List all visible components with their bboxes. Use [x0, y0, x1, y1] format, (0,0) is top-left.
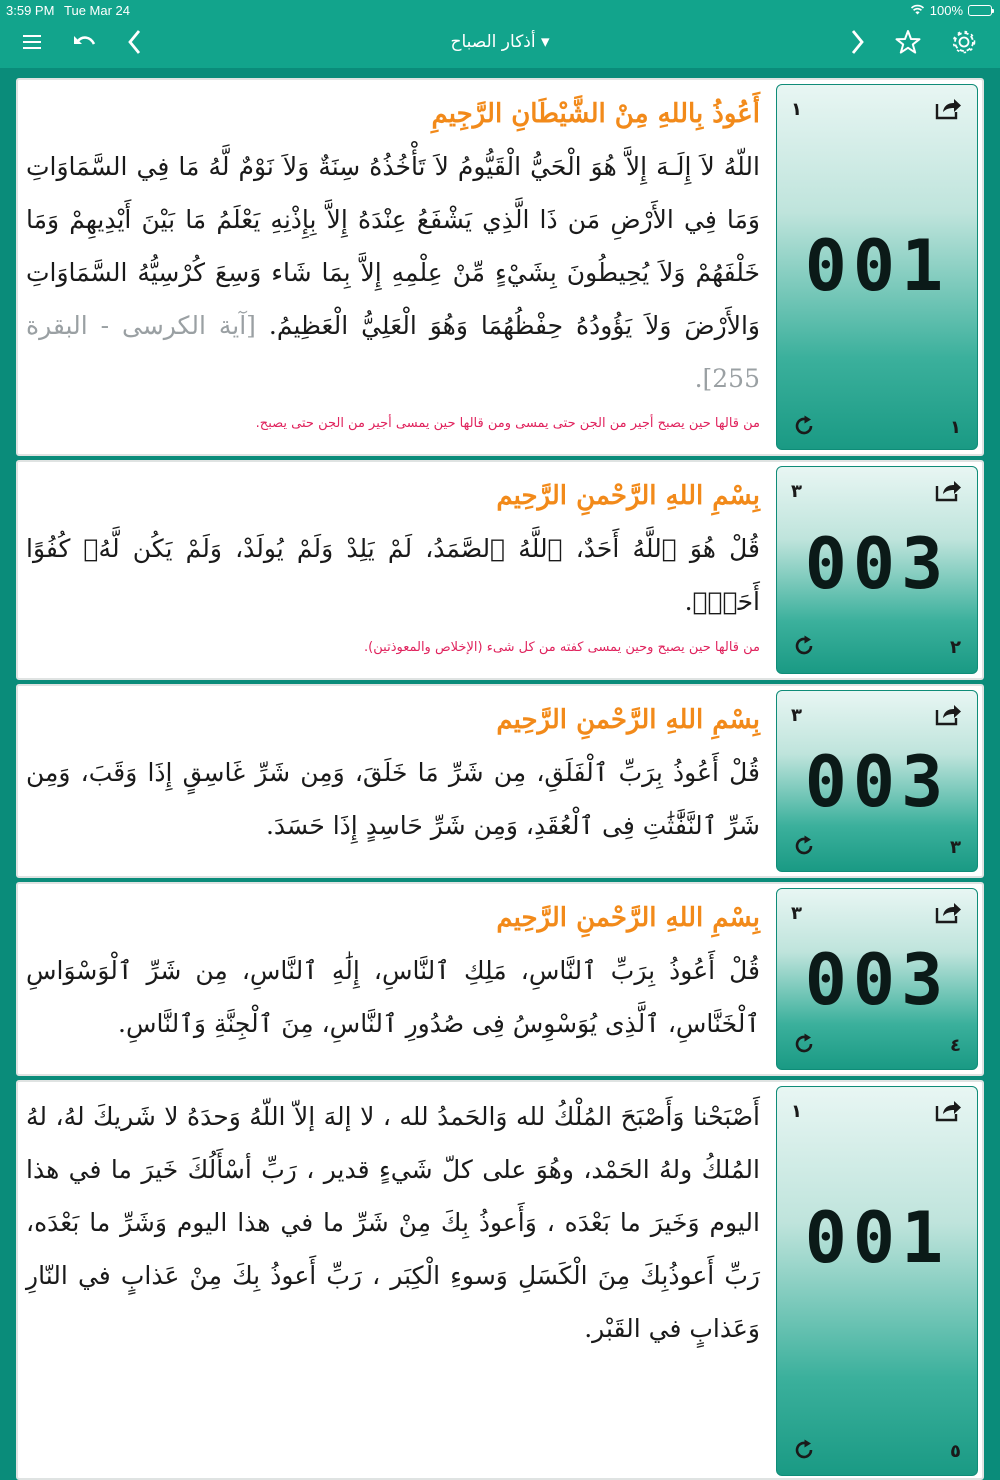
dhikr-index: ٣: [950, 837, 961, 858]
dhikr-index: ٥: [950, 1441, 961, 1462]
target-count: ٣: [791, 903, 802, 924]
counter-panel: [776, 1086, 978, 1476]
share-button[interactable]: [931, 1097, 965, 1127]
favorite-button[interactable]: [890, 26, 926, 62]
share-icon: [934, 900, 962, 928]
battery-icon: [968, 5, 992, 16]
chevron-right-icon: [851, 29, 865, 59]
status-time: 3:59 PM: [6, 3, 55, 18]
reset-button[interactable]: [789, 1031, 819, 1061]
count-display[interactable]: 001: [804, 225, 950, 307]
reset-button[interactable]: [789, 833, 819, 863]
target-count: ٣: [791, 705, 802, 726]
dhikr-text: اللّهُ لاَ إِلَـهَ إِلاَّ هُوَ الْحَيُّ الْقَيُّومُ لاَ تَأْخُذُهُ سِنَةٌ وَلاَ نَوْمٌ لَّهُ مَا فِي السَّمَاوَاتِ وَمَا فِي الأَرْضِ مَن ذَا الَّذِي يَشْفَعُ عِنْدَهُ إِلاَّ بِإِذْنِهِ يَعْلَمُ مَا بَيْنَ أَيْدِيهِمْ وَمَا خَلْفَهُمْ وَلاَ يُحِيطُونَ بِشَيْءٍ مِّنْ عِلْمِهِ إِلاَّ بِمَا شَاء وَسِعَ كُرْسِيُّهُ السَّمَاوَاتِ وَالأَرْضَ وَلاَ يَؤُودُهُ حِفْظُهُمَا وَهُوَ الْعَلِيُّ الْعَظِيمُ.: [26, 152, 760, 340]
count-display[interactable]: 003: [804, 741, 950, 823]
count-display[interactable]: 003: [804, 523, 950, 605]
dhikr-card: [16, 882, 984, 1076]
reset-button[interactable]: [789, 1437, 819, 1467]
count-display[interactable]: 003: [804, 939, 950, 1021]
dhikr-text-block: [26, 892, 760, 1050]
dhikr-card: [16, 78, 984, 456]
dhikr-text: أَصْبَحْنا وَأَصْبَحَ المُلْكُ لله وَالحَمدُ لله ، لا إلهَ إلاّ اللّهُ وَحدَهُ لا شَريكَ لهُ، لهُ المُلكُ ولهُ الحَمْد، وهُوَ على كلّ شَيءٍ قدير ، رَبِّ أسْأَلُكَ خَيرَ ما في هذا اليوم وَخَيرَ ما بَعْدَه ، وَأَعوذُ بِكَ مِنْ شَرِّ ما في هذا اليوم وَشَرِّ ما بَعْدَه، رَبِّ أَعوذُبِكَ مِنَ الْكَسَلِ وَسوءِ الْكِبَر ، رَبِّ أَعوذُ بِكَ مِنْ عَذابٍ في النّارِ وَعَذابٍ في القَبْر.: [26, 1102, 760, 1343]
dhikr-text-block: [26, 470, 760, 628]
share-button[interactable]: [931, 899, 965, 929]
gear-icon: [950, 28, 978, 60]
refresh-icon: [792, 1032, 816, 1060]
reset-button[interactable]: [789, 633, 819, 663]
dhikr-heading: بِسْمِ اللهِ الرَّحْمنِ الرَّحِيم: [496, 481, 760, 511]
counter-panel: [776, 690, 978, 872]
dhikr-note: من قالها حين يصبح وحين يمسى كفته من كل شىء (الإخلاص والمعوذتين).: [364, 640, 760, 655]
page-title-dropdown[interactable]: أذكار الصباح ▾: [450, 32, 550, 52]
counter-panel: [776, 888, 978, 1070]
dhikr-text-block: [26, 88, 760, 405]
dhikr-text: قُلْ أَعُوذُ بِرَبِّ ٱلْفَلَقِ، مِن شَرِّ مَا خَلَقَ، وَمِن شَرِّ غَاسِقٍ إِذَا وَقَبَ، وَمِن شَرِّ ٱلنَّفَّٰثَٰتِ فِى ٱلْعُقَدِ، وَمِن شَرِّ حَاسِدٍ إِذَا حَسَدَ.: [26, 758, 760, 840]
share-icon: [934, 478, 962, 506]
status-bar: [0, 0, 1000, 20]
counter-panel: [776, 466, 978, 674]
wifi-icon: [910, 3, 925, 18]
share-button[interactable]: [931, 95, 965, 125]
share-icon: [934, 96, 962, 124]
share-icon: [934, 1098, 962, 1126]
nav-bar: [0, 20, 1000, 68]
target-count: ١: [791, 1101, 802, 1122]
settings-button[interactable]: [946, 26, 982, 62]
refresh-icon: [792, 834, 816, 862]
dhikr-text-block: [26, 1090, 760, 1355]
battery-percent: 100%: [929, 3, 963, 18]
dhikr-card: [16, 684, 984, 878]
dhikr-card: [16, 1080, 984, 1480]
target-count: ٣: [791, 481, 802, 502]
counter-panel: [776, 84, 978, 450]
dhikr-heading: بِسْمِ اللهِ الرَّحْمنِ الرَّحِيم: [496, 705, 760, 735]
target-count: ١: [791, 99, 802, 120]
refresh-icon: [792, 414, 816, 442]
reset-button[interactable]: [789, 413, 819, 443]
refresh-icon: [792, 634, 816, 662]
refresh-icon: [792, 1438, 816, 1466]
dhikr-index: ٢: [950, 637, 961, 658]
adhkar-list[interactable]: [0, 68, 1000, 1462]
count-display[interactable]: 001: [804, 1197, 950, 1279]
star-icon: [895, 29, 921, 59]
dhikr-index: ٤: [950, 1035, 961, 1056]
status-date: Tue Mar 24: [64, 3, 130, 18]
dhikr-text-block: [26, 694, 760, 852]
dhikr-card: [16, 460, 984, 680]
dhikr-index: ١: [950, 417, 961, 438]
dhikr-text: قُلْ أَعُوذُ بِرَبِّ ٱلنَّاسِ، مَلِكِ ٱلنَّاسِ، إِلَٰهِ ٱلنَّاسِ، مِن شَرِّ ٱلْوَسْوَاسِ ٱلْخَنَّاسِ، ٱلَّذِى يُوَسْوِسُ فِى صُدُورِ ٱلنَّاسِ، مِنَ ٱلْجِنَّةِ وَٱلنَّاسِ.: [26, 956, 760, 1038]
share-button[interactable]: [931, 701, 965, 731]
share-icon: [934, 702, 962, 730]
status-right: [910, 3, 992, 18]
share-button[interactable]: [931, 477, 965, 507]
next-button[interactable]: [840, 26, 876, 62]
dhikr-heading: بِسْمِ اللهِ الرَّحْمنِ الرَّحِيم: [496, 903, 760, 933]
dhikr-note: من قالها حين يصبح أجير من الجن حتى يمسى ومن قالها حين يمسى أجير من الجن حتى يصبح.: [255, 416, 760, 431]
dhikr-source: [آية الكرسى - البقرة 255].: [26, 311, 760, 393]
dhikr-text: قُلْ هُوَ ٱللَّهُ أَحَدٌ، ٱللَّهُ ٱلصَّمَدُ، لَمْ يَلِدْ وَلَمْ يُولَدْ، وَلَمْ يَكُن لَّهُۥ كُفُوًا أَحَدٌۢ.: [26, 534, 760, 616]
dhikr-heading: أَعُوذُ بِاللهِ مِنْ الشَّيْطَانِ الرَّجِيمِ: [431, 99, 760, 129]
